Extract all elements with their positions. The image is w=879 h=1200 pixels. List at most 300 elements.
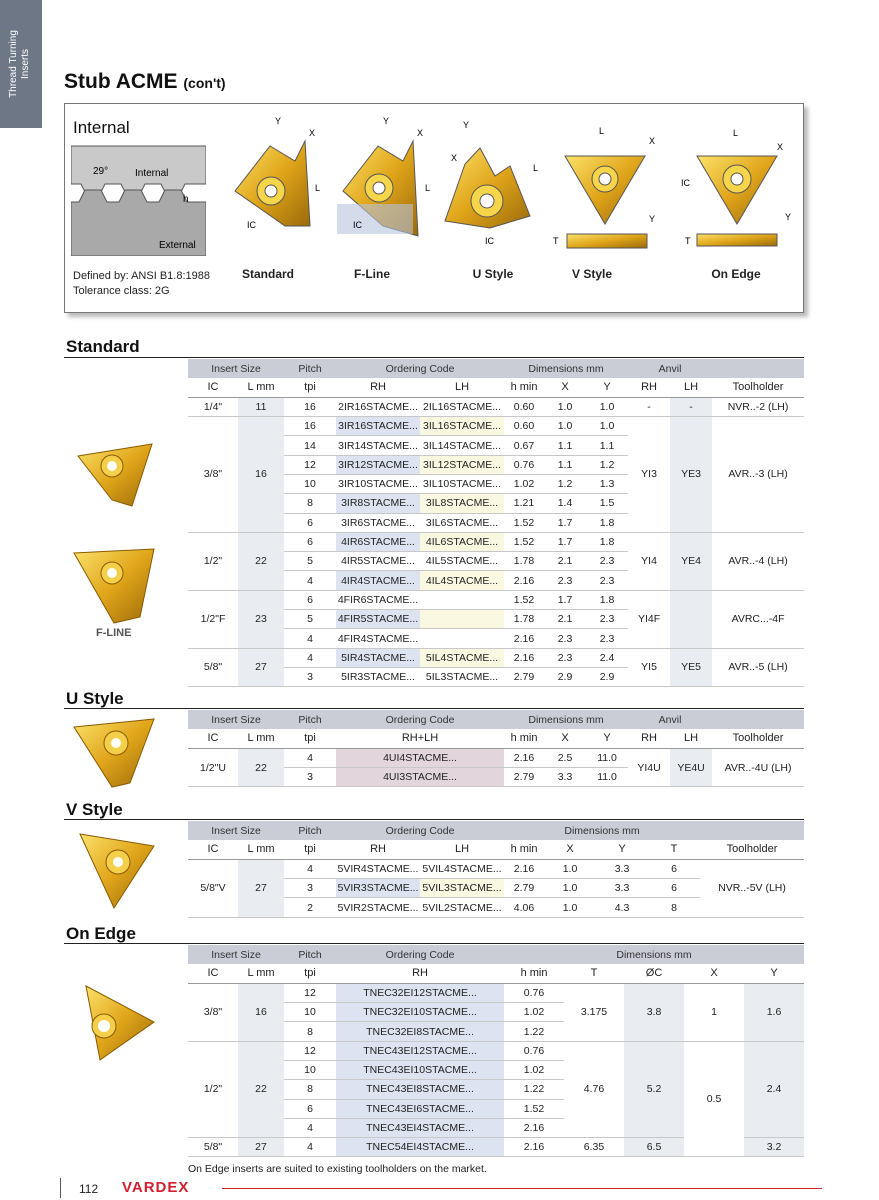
tpi-cell: 14: [284, 436, 336, 455]
fline-label: F-LINE: [96, 627, 132, 639]
lh-code-cell: 3IL10STACME...: [420, 474, 504, 493]
rh-code-cell: 3IR12STACME...: [336, 455, 420, 474]
code-cell: TNEC32EI8STACME...: [336, 1022, 504, 1041]
col-toolholder: Toolholder: [700, 840, 804, 859]
col-rh: RH: [336, 378, 420, 397]
section-standard: Standard: [66, 337, 140, 356]
group-dimensions: Dimensions mm: [504, 710, 628, 729]
h-cell: 0.60: [504, 397, 544, 416]
tpi-cell: 6: [284, 532, 336, 551]
col-toolholder: Toolholder: [712, 378, 804, 397]
group-pitch: Pitch: [284, 821, 336, 840]
y-cell: 1.8: [586, 590, 628, 609]
tpi-cell: 4: [284, 859, 336, 878]
anvil-rh-cell: YI4F: [628, 590, 670, 648]
h-cell: 1.52: [504, 513, 544, 532]
col-l: L mm: [238, 729, 284, 748]
table-row: [188, 983, 804, 1002]
on-edge-insert-drawing: [677, 124, 797, 264]
rh-code-cell: 2IR16STACME...: [336, 397, 420, 416]
group-dimensions: Dimensions mm: [504, 821, 700, 840]
group-pitch: Pitch: [284, 359, 336, 378]
on-edge-table: [188, 945, 804, 1157]
x-cell: 1.0: [544, 397, 586, 416]
toolholder-cell: NVR..-2 (LH): [712, 397, 804, 416]
dim-ic-std: IC: [247, 220, 256, 230]
x-cell: 2.3: [544, 629, 586, 648]
anvil-rh-cell: YI4U: [628, 748, 670, 787]
code-cell: 4UI3STACME...: [336, 768, 504, 787]
h-cell: 1.02: [504, 474, 544, 493]
x-cell: 1.0: [544, 879, 596, 898]
col-lh: LH: [420, 378, 504, 397]
section-u-style: U Style: [66, 689, 124, 708]
dim-l-std: L: [315, 183, 321, 193]
tpi-cell: 10: [284, 474, 336, 493]
tpi-cell: 3: [284, 667, 336, 686]
t-cell: 3.175: [564, 983, 624, 1041]
table-row: [188, 397, 804, 416]
lh-code-cell: 3IL14STACME...: [420, 436, 504, 455]
rh-code-cell: 5VIR3STACME...: [336, 879, 420, 898]
side-tab-line1: Thread Turning: [8, 30, 19, 98]
h-cell: 2.16: [504, 648, 544, 667]
tpi-cell: 12: [284, 983, 336, 1002]
l-cell: 22: [238, 532, 284, 590]
ic-cell: 1/2": [188, 532, 238, 590]
tpi-cell: 8: [284, 1022, 336, 1041]
c-cell: 6.5: [624, 1138, 684, 1157]
table-row: [188, 417, 804, 436]
h-cell: 1.52: [504, 532, 544, 551]
anvil-lh-cell: YE4U: [670, 748, 712, 787]
x-cell: 1.1: [544, 436, 586, 455]
tpi-cell: 6: [284, 590, 336, 609]
fline-insert-drawing: [333, 116, 443, 251]
u-style-table: [188, 710, 804, 787]
lh-code-cell: 2IL16STACME...: [420, 397, 504, 416]
dim-t-edge: T: [685, 236, 691, 246]
x-cell: 1.4: [544, 494, 586, 513]
y-cell: 1.8: [586, 532, 628, 551]
group-ordering-code: Ordering Code: [336, 821, 504, 840]
ic-cell: 1/4": [188, 397, 238, 416]
lh-code-cell: 4IL4STACME...: [420, 571, 504, 590]
group-ordering-code: Ordering Code: [336, 945, 504, 964]
toolholder-cell: NVR..-5V (LH): [700, 859, 804, 917]
side-tab-line2: Inserts: [20, 49, 31, 80]
dim-ic-edge: IC: [681, 178, 690, 188]
page-divider: [60, 1178, 61, 1198]
y-cell: 1.1: [586, 436, 628, 455]
h-cell: 2.79: [504, 879, 544, 898]
ic-cell: 5/8": [188, 1138, 238, 1157]
h-cell: 0.76: [504, 1041, 564, 1060]
caption-fline: F-Line: [354, 267, 390, 281]
code-cell: TNEC43EI8STACME...: [336, 1080, 504, 1099]
x-cell: 1.7: [544, 590, 586, 609]
group-pitch: Pitch: [284, 945, 336, 964]
rh-code-cell: 5IR3STACME...: [336, 667, 420, 686]
tolerance-class: Tolerance class: 2G: [73, 285, 170, 297]
code-cell: TNEC32EI12STACME...: [336, 983, 504, 1002]
y-cell: 2.3: [586, 629, 628, 648]
dim-ic-u: IC: [485, 236, 494, 246]
col-ic: IC: [188, 378, 238, 397]
rh-code-cell: 4FIR5STACME...: [336, 610, 420, 629]
standard-insert-drawing: [225, 116, 335, 251]
h-cell: 0.67: [504, 436, 544, 455]
group-pitch: Pitch: [284, 710, 336, 729]
tpi-cell: 4: [284, 648, 336, 667]
anvil-lh-cell: [670, 590, 712, 648]
ic-cell: 1/2"U: [188, 748, 238, 787]
group-insert-size: Insert Size: [188, 821, 284, 840]
y-cell: 11.0: [586, 748, 628, 767]
toolholder-cell: AVR..-4 (LH): [712, 532, 804, 590]
table-row: [188, 748, 804, 767]
code-cell: TNEC43EI4STACME...: [336, 1118, 504, 1137]
col-ic: IC: [188, 729, 238, 748]
tpi-cell: 12: [284, 1041, 336, 1060]
h-cell: 2.16: [504, 629, 544, 648]
tpi-cell: 16: [284, 417, 336, 436]
dim-y-fline: Y: [383, 116, 390, 126]
h-label: h: [183, 194, 189, 205]
dim-l-fline: L: [425, 183, 431, 193]
lh-code-cell: [420, 590, 504, 609]
col-c: ØC: [624, 964, 684, 983]
col-t: T: [564, 964, 624, 983]
y-cell: 11.0: [586, 768, 628, 787]
t-cell: 4.76: [564, 1041, 624, 1137]
anvil-lh-cell: YE4: [670, 532, 712, 590]
col-x: X: [544, 840, 596, 859]
x-cell: 1.7: [544, 532, 586, 551]
toolholder-cell: AVR..-3 (LH): [712, 417, 804, 533]
y-cell: 2.9: [586, 667, 628, 686]
toolholder-cell: AVR..-4U (LH): [712, 748, 804, 787]
x-cell: 2.3: [544, 571, 586, 590]
lh-code-cell: 3IL12STACME...: [420, 455, 504, 474]
table-row: [188, 648, 804, 667]
code-cell: 4UI4STACME...: [336, 748, 504, 767]
col-x: X: [544, 729, 586, 748]
h-cell: 2.16: [504, 859, 544, 878]
dim-y-std: Y: [275, 116, 282, 126]
h-cell: 2.16: [504, 1118, 564, 1137]
col-h: h min: [504, 840, 544, 859]
rh-code-cell: 5IR4STACME...: [336, 648, 420, 667]
col-y: Y: [596, 840, 648, 859]
footnote: On Edge inserts are suited to existing toolholders on the market.: [188, 1163, 487, 1175]
internal-heading: Internal: [73, 118, 130, 137]
col-anvil-lh: LH: [670, 729, 712, 748]
col-x: X: [544, 378, 586, 397]
ic-cell: 3/8": [188, 983, 238, 1041]
table-row: [188, 1041, 804, 1060]
anvil-rh-cell: YI5: [628, 648, 670, 687]
v-style-insert-drawing: [553, 124, 663, 264]
group-ordering-code: Ordering Code: [336, 710, 504, 729]
table-row: [188, 590, 804, 609]
rh-code-cell: 3IR8STACME...: [336, 494, 420, 513]
external-label: External: [159, 240, 196, 251]
y-cell: 2.3: [586, 552, 628, 571]
x-cell: 1.0: [544, 898, 596, 917]
h-cell: 0.76: [504, 983, 564, 1002]
col-y: Y: [744, 964, 804, 983]
brand-logo: VARDEX: [122, 1179, 190, 1196]
rh-code-cell: 4IR6STACME...: [336, 532, 420, 551]
c-cell: 5.2: [624, 1041, 684, 1137]
x-cell: 2.1: [544, 552, 586, 571]
x-cell: 0.5: [684, 1041, 744, 1157]
tpi-cell: 3: [284, 879, 336, 898]
toolholder-cell: AVR..-5 (LH): [712, 648, 804, 687]
ic-cell: 3/8": [188, 417, 238, 533]
internal-label: Internal: [135, 168, 169, 179]
rh-code-cell: 4FIR4STACME...: [336, 629, 420, 648]
v-style-table: [188, 821, 804, 918]
col-h: h min: [504, 729, 544, 748]
ic-cell: 1/2"F: [188, 590, 238, 648]
dim-l-v: L: [599, 126, 605, 136]
lh-code-cell: 4IL5STACME...: [420, 552, 504, 571]
h-cell: 2.16: [504, 571, 544, 590]
table-row: [188, 859, 804, 878]
y-cell: 1.6: [744, 983, 804, 1041]
y-cell: 1.2: [586, 455, 628, 474]
code-cell: TNEC43EI10STACME...: [336, 1060, 504, 1079]
rh-code-cell: 3IR16STACME...: [336, 417, 420, 436]
group-dimensions: Dimensions mm: [504, 359, 628, 378]
brand-line: [222, 1188, 822, 1189]
tpi-cell: 12: [284, 455, 336, 474]
tpi-cell: 4: [284, 748, 336, 767]
lh-code-cell: [420, 629, 504, 648]
x-cell: 1.1: [544, 455, 586, 474]
caption-u-style: U Style: [472, 267, 514, 281]
h-cell: 1.78: [504, 552, 544, 571]
dim-y-u: Y: [463, 120, 470, 130]
caption-standard: Standard: [241, 267, 294, 281]
ic-cell: 5/8": [188, 648, 238, 687]
section-rule: [64, 708, 804, 709]
anvil-lh-cell: -: [670, 397, 712, 416]
x-cell: 1.0: [544, 859, 596, 878]
col-l: L mm: [238, 964, 284, 983]
code-cell: TNEC43EI6STACME...: [336, 1099, 504, 1118]
x-cell: 2.9: [544, 667, 586, 686]
anvil-lh-cell: YE5: [670, 648, 712, 687]
tpi-cell: 10: [284, 1003, 336, 1022]
col-tpi: tpi: [284, 840, 336, 859]
l-cell: 27: [238, 1138, 284, 1157]
section-rule: [64, 357, 804, 358]
col-anvil-rh: RH: [628, 729, 670, 748]
h-cell: 1.22: [504, 1022, 564, 1041]
c-cell: 3.8: [624, 983, 684, 1041]
ic-cell: 1/2": [188, 1041, 238, 1137]
anvil-rh-cell: YI4: [628, 532, 670, 590]
col-tpi: tpi: [284, 378, 336, 397]
u-style-insert-icon: [70, 713, 162, 793]
col-anvil-rh: RH: [628, 378, 670, 397]
group-insert-size: Insert Size: [188, 359, 284, 378]
h-cell: 4.06: [504, 898, 544, 917]
anvil-rh-cell: -: [628, 397, 670, 416]
col-x: X: [684, 964, 744, 983]
dim-l-u: L: [533, 163, 539, 173]
lh-code-cell: 5IL3STACME...: [420, 667, 504, 686]
x-cell: 2.3: [544, 648, 586, 667]
y-cell: 3.3: [596, 879, 648, 898]
col-rh-lh: RH+LH: [336, 729, 504, 748]
col-h: h min: [504, 378, 544, 397]
x-cell: 2.5: [544, 748, 586, 767]
angle-label: 29°: [93, 166, 109, 177]
tpi-cell: 4: [284, 571, 336, 590]
rh-code-cell: 4IR4STACME...: [336, 571, 420, 590]
caption-v-style: V Style: [571, 267, 613, 281]
standard-insert-icon: [72, 436, 162, 516]
t-cell: 8: [648, 898, 700, 917]
rh-code-cell: 3IR14STACME...: [336, 436, 420, 455]
group-dimensions: Dimensions mm: [504, 945, 804, 964]
tpi-cell: 3: [284, 768, 336, 787]
fline-insert-icon: [70, 543, 162, 633]
dim-x-fline: X: [417, 128, 424, 138]
x-cell: 2.1: [544, 610, 586, 629]
tpi-cell: 6: [284, 513, 336, 532]
col-y: Y: [586, 729, 628, 748]
col-l: L mm: [238, 840, 284, 859]
lh-code-cell: 3IL16STACME...: [420, 417, 504, 436]
h-cell: 2.79: [504, 667, 544, 686]
tpi-cell: 5: [284, 552, 336, 571]
h-cell: 1.52: [504, 590, 544, 609]
anvil-lh-cell: YE3: [670, 417, 712, 533]
l-cell: 23: [238, 590, 284, 648]
dim-ic-fline: IC: [353, 220, 362, 230]
tpi-cell: 8: [284, 494, 336, 513]
y-cell: 1.5: [586, 494, 628, 513]
x-cell: 1.7: [544, 513, 586, 532]
group-anvil: Anvil: [628, 359, 712, 378]
title-main: Stub ACME: [64, 70, 178, 93]
section-rule: [64, 943, 804, 944]
dim-y-v: Y: [649, 214, 656, 224]
group-ordering-code: Ordering Code: [336, 359, 504, 378]
tpi-cell: 5: [284, 610, 336, 629]
lh-code-cell: [420, 610, 504, 629]
section-rule: [64, 819, 804, 820]
ic-cell: 5/8"V: [188, 859, 238, 917]
t-cell: 6: [648, 879, 700, 898]
title-sub: (con't): [183, 75, 226, 91]
col-h: h min: [504, 964, 564, 983]
lh-code-cell: 3IL6STACME...: [420, 513, 504, 532]
lh-code-cell: 5VIL4STACME...: [420, 859, 504, 878]
tpi-cell: 6: [284, 1099, 336, 1118]
table-row: [188, 532, 804, 551]
dim-x-edge: X: [777, 142, 784, 152]
toolholder-cell: AVRC...-4F: [712, 590, 804, 648]
y-cell: 2.3: [586, 571, 628, 590]
col-ic: IC: [188, 840, 238, 859]
dim-t-v: T: [553, 236, 559, 246]
v-style-insert-icon: [74, 828, 160, 912]
h-cell: 1.21: [504, 494, 544, 513]
h-cell: 2.16: [504, 1138, 564, 1157]
dim-x-std: X: [309, 128, 316, 138]
u-style-insert-drawing: [435, 116, 555, 251]
rh-code-cell: 3IR6STACME...: [336, 513, 420, 532]
col-ic: IC: [188, 964, 238, 983]
h-cell: 1.78: [504, 610, 544, 629]
x-cell: 3.3: [544, 768, 586, 787]
t-cell: 6.35: [564, 1138, 624, 1157]
lh-code-cell: 5VIL3STACME...: [420, 879, 504, 898]
y-cell: 4.3: [596, 898, 648, 917]
h-cell: 2.79: [504, 768, 544, 787]
anvil-rh-cell: YI3: [628, 417, 670, 533]
dim-y-edge: Y: [785, 212, 792, 222]
h-cell: 1.52: [504, 1099, 564, 1118]
code-cell: TNEC43EI12STACME...: [336, 1041, 504, 1060]
l-cell: 22: [238, 748, 284, 787]
tpi-cell: 4: [284, 1118, 336, 1137]
col-l: L mm: [238, 378, 284, 397]
tpi-cell: 10: [284, 1060, 336, 1079]
x-cell: 1.0: [544, 417, 586, 436]
tpi-cell: 8: [284, 1080, 336, 1099]
l-cell: 16: [238, 983, 284, 1041]
rh-code-cell: 3IR10STACME...: [336, 474, 420, 493]
standard-definition: [73, 269, 210, 299]
group-insert-size: Insert Size: [188, 710, 284, 729]
y-cell: 1.3: [586, 474, 628, 493]
x-cell: 1.2: [544, 474, 586, 493]
y-cell: 3.3: [596, 859, 648, 878]
col-toolholder: Toolholder: [712, 729, 804, 748]
col-t: T: [648, 840, 700, 859]
l-cell: 22: [238, 1041, 284, 1137]
rh-code-cell: 5VIR4STACME...: [336, 859, 420, 878]
y-cell: 1.0: [586, 397, 628, 416]
h-cell: 0.76: [504, 455, 544, 474]
code-cell: TNEC32EI10STACME...: [336, 1003, 504, 1022]
tpi-cell: 2: [284, 898, 336, 917]
rh-code-cell: 4IR5STACME...: [336, 552, 420, 571]
h-cell: 1.22: [504, 1080, 564, 1099]
h-cell: 1.02: [504, 1003, 564, 1022]
code-cell: TNEC54EI4STACME...: [336, 1138, 504, 1157]
col-lh: LH: [420, 840, 504, 859]
lh-code-cell: 5VIL2STACME...: [420, 898, 504, 917]
l-cell: 16: [238, 417, 284, 533]
y-cell: 2.3: [586, 610, 628, 629]
col-tpi: tpi: [284, 729, 336, 748]
thread-profile-diagram: [71, 144, 206, 256]
col-y: Y: [586, 378, 628, 397]
page-title: [64, 70, 226, 94]
standard-table: [188, 359, 804, 687]
section-on-edge: On Edge: [66, 924, 136, 943]
x-cell: 1: [684, 983, 744, 1041]
y-cell: 2.4: [744, 1041, 804, 1137]
